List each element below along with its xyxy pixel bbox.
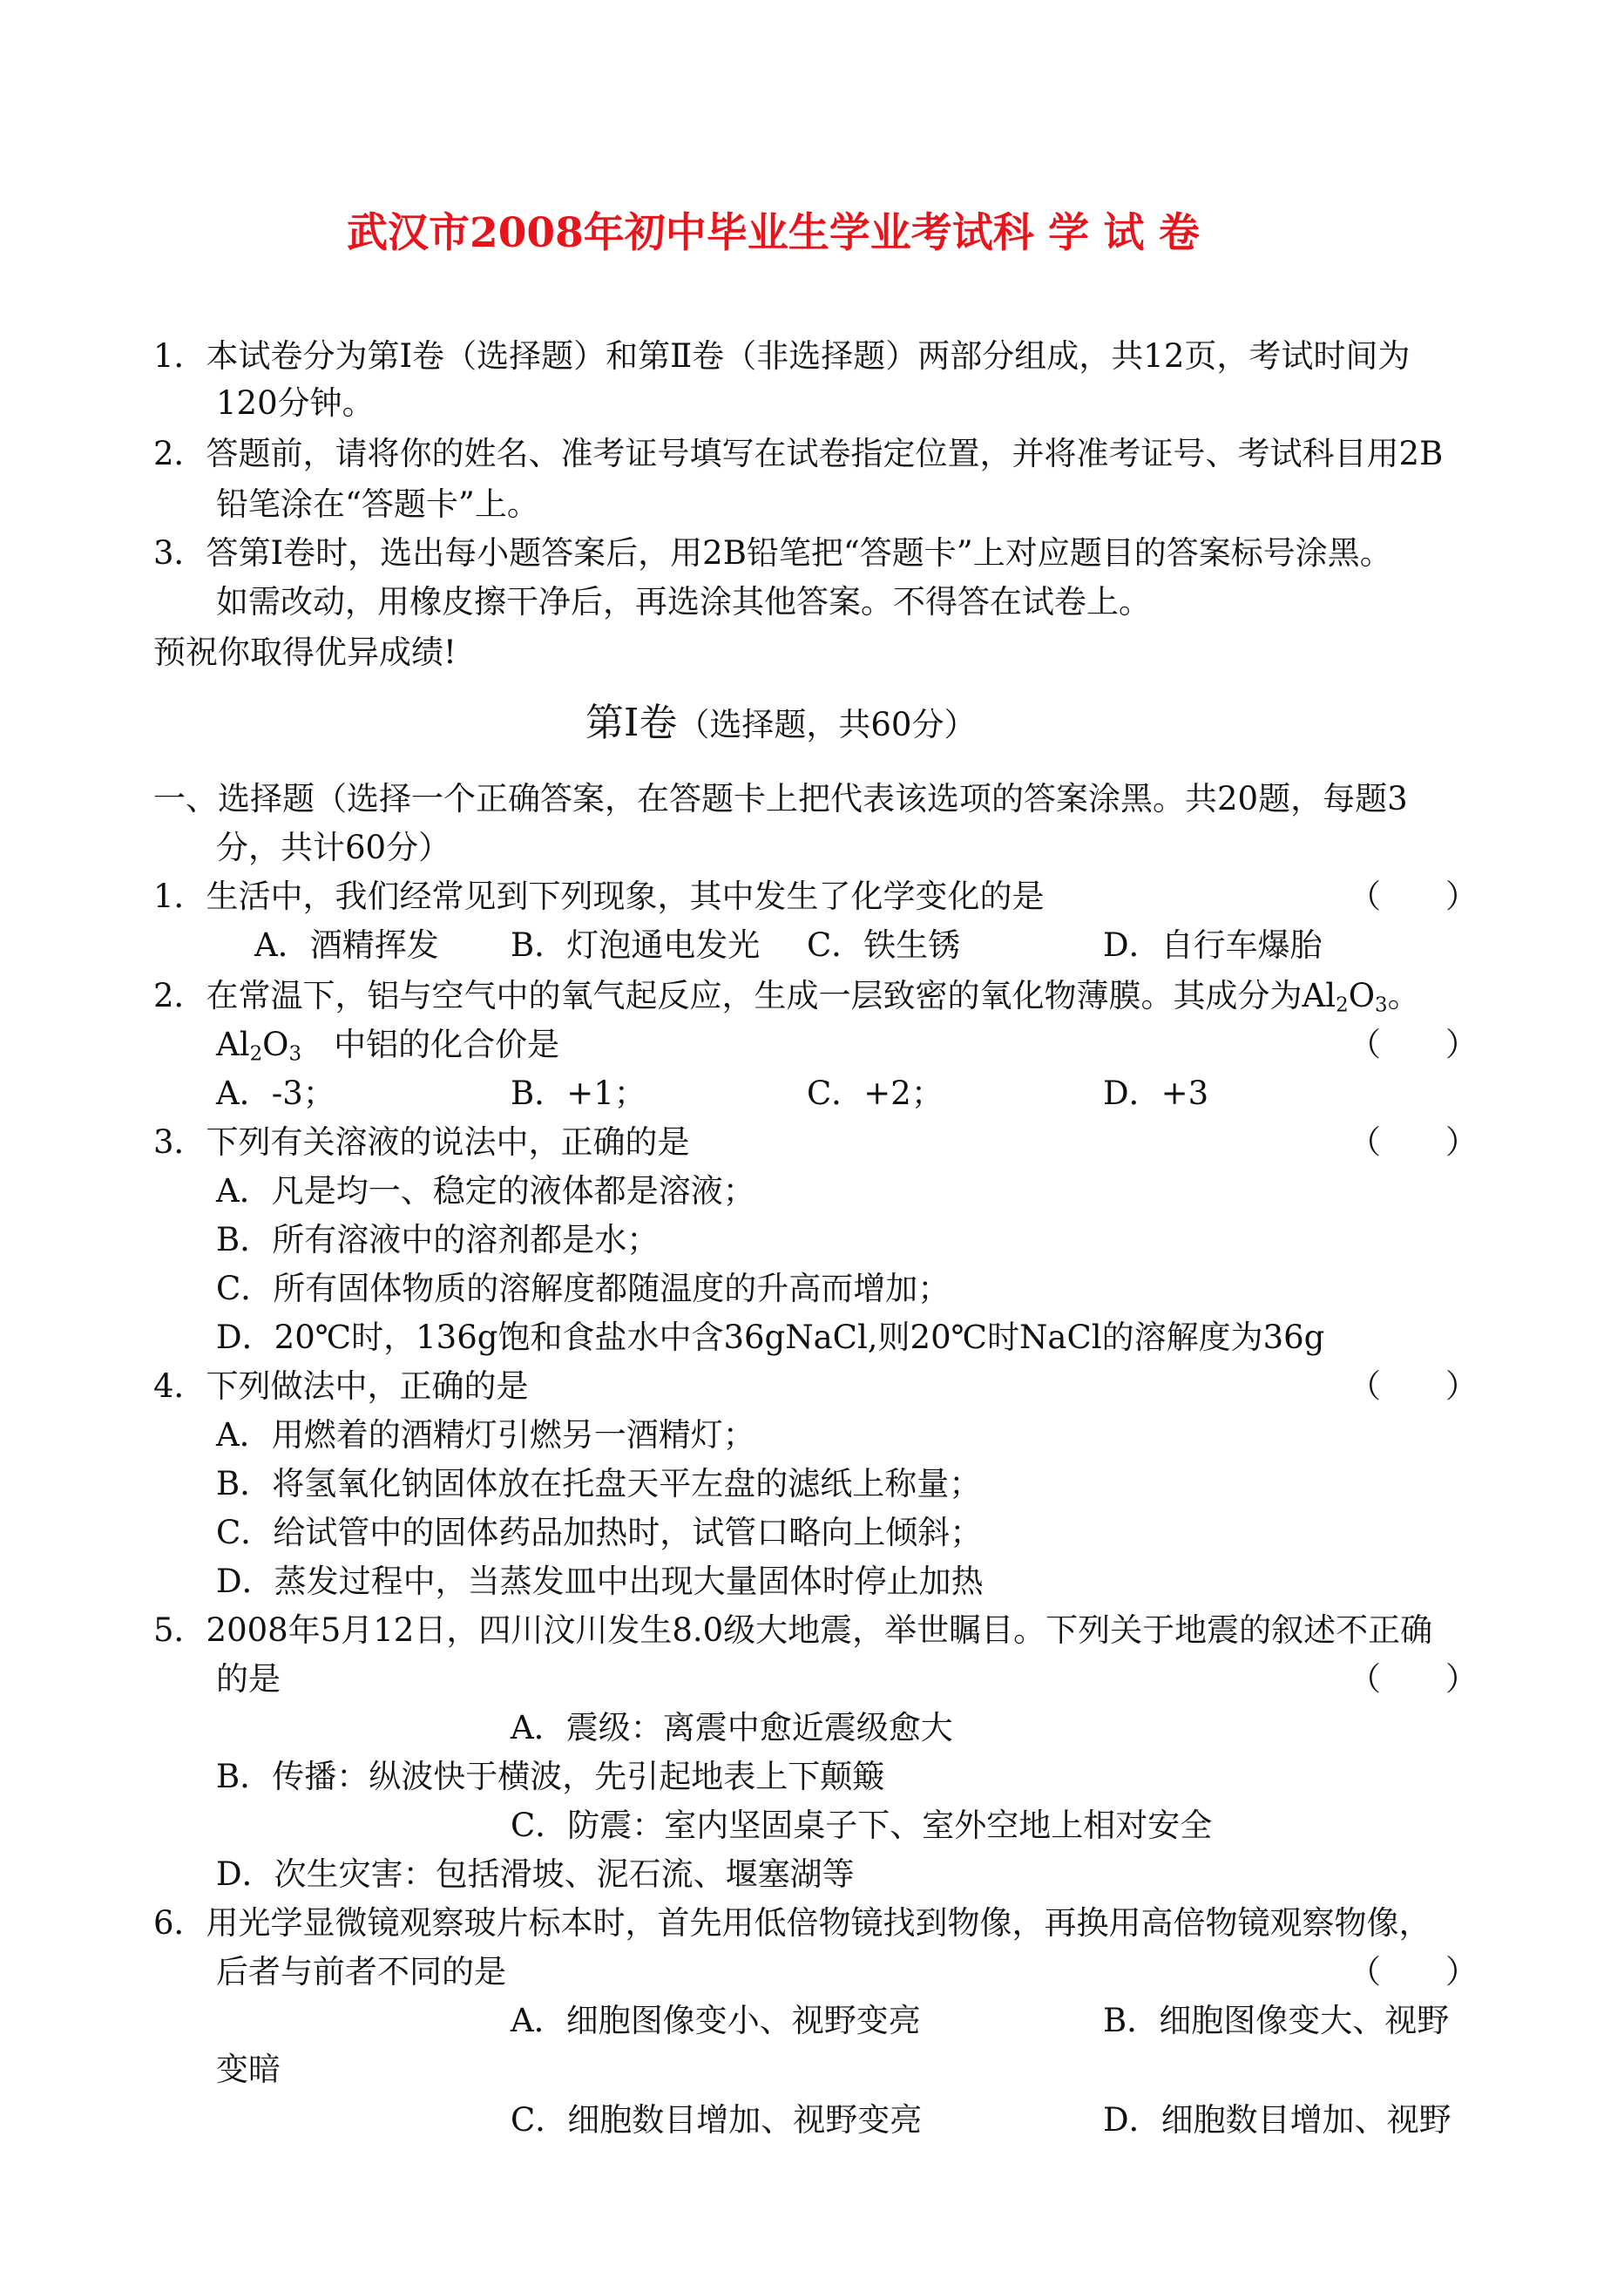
option: B．细胞图像变大、视野 — [1103, 2002, 1450, 2039]
stem-text: O — [262, 1026, 289, 1063]
option: A．震级：离震中愈近震级愈大 — [511, 1709, 953, 1746]
page-title: 武汉市2008年初中毕业生学业考试科 学 试 卷 — [347, 209, 1200, 257]
option-continuation: 变暗 — [216, 2051, 281, 2088]
option: C．给试管中的固体药品加热时，试管口略向上倾斜； — [216, 1514, 983, 1551]
answer-bracket: （ ） — [1349, 1123, 1478, 1161]
note-line: 3．答第Ⅰ卷时，选出每小题答案后，用2B铅笔把“答题卡”上对应题目的答案标号涂黑。 — [153, 534, 1392, 572]
section-title: 第Ⅰ卷 — [585, 701, 678, 745]
section-heading — [585, 701, 977, 745]
option: C．+2； — [807, 1075, 944, 1112]
option: B．+1； — [511, 1075, 646, 1112]
question-stem: 3．下列有关溶液的说法中，正确的是 — [153, 1123, 690, 1161]
answer-bracket: （ ） — [1349, 1953, 1478, 1990]
stem-text: 。 — [1387, 977, 1420, 1014]
option: A．细胞图像变小、视野变亮 — [511, 2002, 921, 2039]
subscript: 3 — [288, 1042, 302, 1066]
option: B．传播：纵波快于横波，先引起地表上下颠簸 — [216, 1758, 885, 1795]
option: B．所有溶液中的溶剂都是水； — [216, 1221, 660, 1258]
option: A．用燃着的酒精灯引燃另一酒精灯； — [216, 1416, 755, 1454]
subscript: 2 — [1336, 993, 1349, 1017]
option: D．20℃时，136g饱和食盐水中含36gNaCl,则20℃时NaCl的溶解度为36g — [216, 1319, 1325, 1356]
question-stem: 6．用光学显微镜观察玻片标本时，首先用低倍物镜找到物像，再换用高倍物镜观察物像， — [153, 1904, 1431, 1942]
question-stem: 5．2008年5月12日，四川汶川发生8.0级大地震，举世瞩目。下列关于地震的叙述不正确 — [153, 1611, 1433, 1649]
subscript: 3 — [1375, 993, 1388, 1017]
answer-bracket: （ ） — [1349, 1026, 1478, 1063]
question-stem: 4．下列做法中，正确的是 — [153, 1367, 529, 1405]
note-line: 120分钟。 — [216, 384, 375, 422]
note-line: 如需改动，用橡皮擦干净后，再选涂其他答案。不得答在试卷上。 — [216, 583, 1151, 620]
option: C．防震：室内坚固桌子下、室外空地上相对安全 — [511, 1807, 1213, 1844]
option: D．细胞数目增加、视野 — [1103, 2101, 1451, 2139]
option: D．蒸发过程中，当蒸发皿中出现大量固体时停止加热 — [216, 1563, 984, 1600]
section-subtitle: （选择题，共60分） — [677, 706, 977, 743]
question-stem: 1．生活中，我们经常见到下列现象，其中发生了化学变化的是 — [153, 878, 1045, 915]
note-line: 铅笔涂在“答题卡”上。 — [216, 485, 539, 523]
part-instruction: 分，共计60分） — [216, 829, 451, 866]
question-stem-line2: 的是 — [216, 1660, 281, 1698]
option: D．自行车爆胎 — [1103, 926, 1323, 964]
answer-bracket: （ ） — [1349, 1367, 1478, 1405]
option: C．所有固体物质的溶解度都随温度的升高而增加； — [216, 1270, 951, 1307]
stem-text: O — [1348, 977, 1376, 1014]
option: D．次生灾害：包括滑坡、泥石流、堰塞湖等 — [216, 1855, 855, 1893]
note-line: 1．本试卷分为第Ⅰ卷（选择题）和第Ⅱ卷（非选择题）两部分组成，共12页，考试时间为 — [153, 337, 1411, 375]
note-line: 2．答题前，请将你的姓名、准考证号填写在试卷指定位置，并将准考证号、考试科目用2B — [153, 435, 1444, 472]
option: B．灯泡通电发光 — [511, 926, 761, 964]
answer-bracket: （ ） — [1349, 878, 1478, 915]
answer-bracket: （ ） — [1349, 1660, 1478, 1698]
stem-text: 中铝的化合价是 — [301, 1026, 560, 1063]
question-stem-line2 — [216, 1026, 560, 1066]
option: C．铁生锈 — [807, 926, 961, 964]
option: B．将氢氧化钠固体放在托盘天平左盘的滤纸上称量； — [216, 1465, 982, 1502]
option: A．酒精挥发 — [254, 926, 439, 964]
question-stem-line2: 后者与前者不同的是 — [216, 1953, 506, 1990]
stem-text: Al — [216, 1026, 250, 1063]
stem-text: 2．在常温下，铝与空气中的氧气起反应，生成一层致密的氧化物薄膜。其成分为Al — [153, 977, 1336, 1014]
subscript: 2 — [249, 1042, 263, 1066]
option: D．+3 — [1103, 1075, 1209, 1112]
option: A．-3； — [216, 1075, 335, 1112]
note-line: 预祝你取得优异成绩! — [153, 634, 457, 671]
part-instruction: 一、选择题（选择一个正确答案，在答题卡上把代表该选项的答案涂黑。共20题，每题3 — [153, 780, 1408, 817]
option: A．凡是均一、稳定的液体都是溶液； — [216, 1172, 755, 1210]
option: C．细胞数目增加、视野变亮 — [511, 2101, 923, 2139]
question-stem — [153, 977, 1420, 1017]
